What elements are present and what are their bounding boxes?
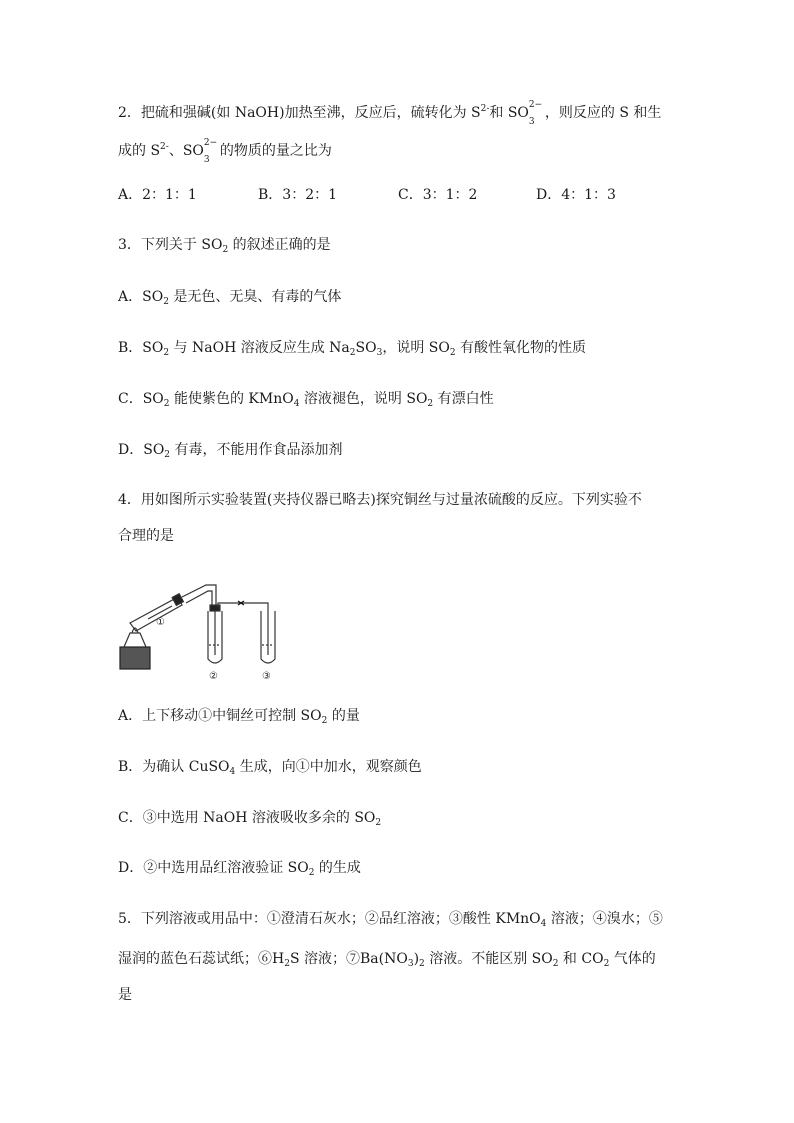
label-3: ③ xyxy=(262,671,271,682)
q4-option-a[interactable]: A．上下移动①中铜丝可控制 $SO_2$ 的量 xyxy=(118,708,360,726)
heater-base xyxy=(120,647,150,669)
q4-option-b[interactable]: B．为确认 CuSO$_4$ 生成，向①中加水，观察颜色 xyxy=(118,759,422,777)
q5-stem-line2: 湿润的蓝色石蕊试纸；$⑥H_2S$ 溶液；$⑦Ba(NO_3)_2$ 溶液。不能区别 $SO_2$ 和 $CO_2$ 气体的 xyxy=(118,951,656,969)
q3-option-d[interactable]: D．$SO_2$ 有毒，不能用作食品添加剂 xyxy=(118,442,343,460)
experiment-apparatus-diagram xyxy=(118,575,298,685)
q4-option-c[interactable]: C．③中选用 NaOH 溶液吸收多余的 $SO_2$ xyxy=(118,810,382,828)
q5-stem-line1: 5．下列溶液或用品中：①澄清石灰水；②品红溶液；③酸性 KMnO$_4$ 溶液；④溴水；⑤ xyxy=(118,911,663,929)
q3-option-a[interactable]: A．$SO_2$ 是无色、无臭、有毒的气体 xyxy=(118,289,342,307)
q2-stem-line1: 2．把硫和强碱(如 NaOH)加热至沸，反应后，硫转化为 $S^{2-}$和 SO 2− 3 ，则反应的 S 和生 xyxy=(118,100,662,127)
burner xyxy=(124,633,146,647)
q5-stem-line3: 是 xyxy=(118,987,132,1003)
label-1: ① xyxy=(156,617,165,628)
q4-stem-line2: 合理的是 xyxy=(118,528,174,544)
q2-option-a[interactable]: A．2：1：1 xyxy=(118,187,197,203)
q2-option-d[interactable]: D．4：1：3 xyxy=(536,187,616,203)
q4-stem-line1: 4．用如图所示实验装置(夹持仪器已略去)探究铜丝与过量浓硫酸的反应。下列实验不 xyxy=(118,492,642,508)
q3-option-b[interactable]: B．$SO_2$ 与 NaOH 溶液反应生成 $Na_2SO_3$，说明 $SO_2$ 有酸性氧化物的性质 xyxy=(118,340,587,358)
label-2: ② xyxy=(209,671,218,682)
q2-option-c[interactable]: C．3：1：2 xyxy=(398,187,478,203)
q2-option-b[interactable]: B．3：2：1 xyxy=(258,187,338,203)
q2-stem-line2: 成的 $S^{2-}$、SO 2− 3 的物质的量之比为 xyxy=(118,138,332,165)
q3-stem: 3．下列关于 $SO_2$ 的叙述正确的是 xyxy=(118,237,331,255)
q4-option-d[interactable]: D．②中选用品红溶液验证 $SO_2$ 的生成 xyxy=(118,860,361,878)
q3-option-c[interactable]: C．$SO_2$ 能使紫色的 KMnO$_4$ 溶液褪色，说明 $SO_2$ 有漂白性 xyxy=(118,391,494,409)
